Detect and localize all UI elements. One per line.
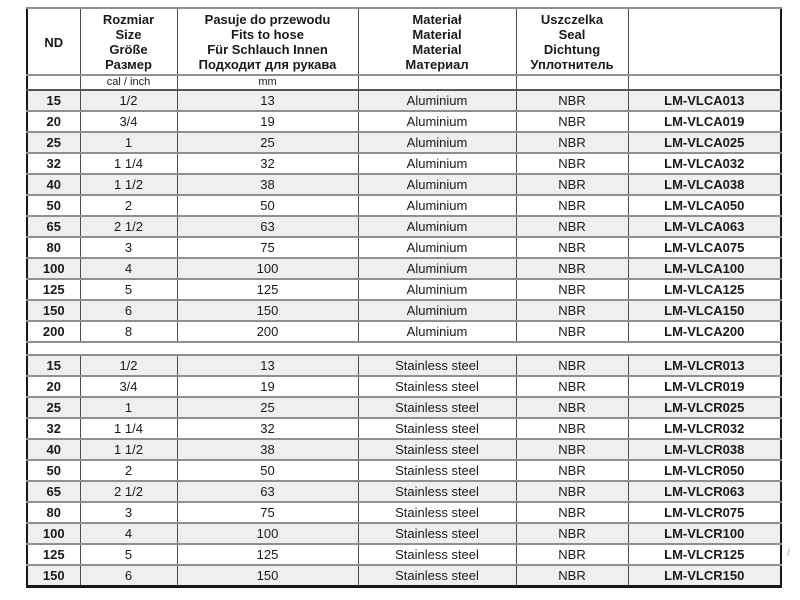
cell-code: LM-VLCA050 — [628, 195, 781, 216]
product-table — [26, 7, 782, 588]
cell-hose: 125 — [177, 544, 358, 565]
header-line: Dichtung — [543, 42, 601, 57]
cell-size: 2 — [80, 460, 177, 481]
header-line: Размер — [105, 57, 152, 72]
cell-size: 2 1/2 — [80, 216, 177, 237]
cell-seal: NBR — [516, 195, 628, 216]
cell-nd: 15 — [27, 355, 80, 376]
cell-seal: NBR — [516, 258, 628, 279]
section-separator-cell — [27, 342, 781, 355]
cell-size: 3/4 — [80, 376, 177, 397]
unit-material — [358, 75, 516, 90]
unit-nd — [27, 75, 80, 90]
cell-hose: 50 — [177, 195, 358, 216]
cell-hose: 25 — [177, 397, 358, 418]
cell-code: LM-VLCA150 — [628, 300, 781, 321]
header-seal — [516, 8, 628, 75]
table-row — [27, 174, 781, 195]
cell-nd: 80 — [27, 502, 80, 523]
cell-size: 4 — [80, 258, 177, 279]
cell-seal: NBR — [516, 544, 628, 565]
cell-size: 3/4 — [80, 111, 177, 132]
cell-material: Stainless steel — [358, 523, 516, 544]
cell-code: LM-VLCA100 — [628, 258, 781, 279]
cell-size: 1/2 — [80, 90, 177, 111]
cell-material: Stainless steel — [358, 439, 516, 460]
cell-hose: 150 — [177, 300, 358, 321]
cell-material: Stainless steel — [358, 565, 516, 587]
cell-material: Stainless steel — [358, 376, 516, 397]
header-line: Rozmiar — [102, 12, 155, 27]
cell-code: LM-VLCA038 — [628, 174, 781, 195]
header-line: Уплотнитель — [530, 57, 614, 72]
table-row — [27, 397, 781, 418]
cell-seal: NBR — [516, 460, 628, 481]
cell-nd: 65 — [27, 481, 80, 502]
cell-material: Aluminium — [358, 216, 516, 237]
cell-material: Stainless steel — [358, 418, 516, 439]
header-line: ND — [44, 34, 64, 50]
header-nd — [27, 8, 80, 75]
cell-code: LM-VLCR050 — [628, 460, 781, 481]
table-row — [27, 439, 781, 460]
cell-nd: 50 — [27, 460, 80, 481]
cell-nd: 15 — [27, 90, 80, 111]
cell-hose: 19 — [177, 111, 358, 132]
cell-size: 1 1/4 — [80, 418, 177, 439]
cell-nd: 25 — [27, 397, 80, 418]
cell-hose: 150 — [177, 565, 358, 587]
header-line: Für Schlauch Innen — [207, 42, 328, 57]
header-line: Material — [412, 42, 462, 57]
table-body — [27, 90, 781, 587]
table-row — [27, 460, 781, 481]
cell-size: 8 — [80, 321, 177, 342]
cell-code: LM-VLCR125 — [628, 544, 781, 565]
cell-nd: 20 — [27, 111, 80, 132]
header-line: Fits to hose — [231, 27, 304, 42]
unit-code — [628, 75, 781, 90]
header-line: Подходит для рукава — [198, 57, 337, 72]
cell-seal: NBR — [516, 355, 628, 376]
cell-hose: 50 — [177, 460, 358, 481]
header-line: Größe — [109, 42, 148, 57]
cell-hose: 75 — [177, 237, 358, 258]
cell-code: LM-VLCA063 — [628, 216, 781, 237]
table-row — [27, 481, 781, 502]
cell-hose: 25 — [177, 132, 358, 153]
table-row — [27, 523, 781, 544]
cell-material: Stainless steel — [358, 397, 516, 418]
cell-seal: NBR — [516, 397, 628, 418]
cell-material: Aluminium — [358, 321, 516, 342]
cell-hose: 100 — [177, 258, 358, 279]
header-line: Uszczelka — [540, 12, 604, 27]
cell-code: LM-VLCR019 — [628, 376, 781, 397]
cell-hose: 13 — [177, 355, 358, 376]
cell-code: LM-VLCR038 — [628, 439, 781, 460]
header-material — [358, 8, 516, 75]
cell-nd: 65 — [27, 216, 80, 237]
cell-nd: 20 — [27, 376, 80, 397]
unit-seal — [516, 75, 628, 90]
cell-size: 1 — [80, 132, 177, 153]
cell-material: Stainless steel — [358, 544, 516, 565]
table-row — [27, 544, 781, 565]
cell-material: Aluminium — [358, 258, 516, 279]
header-line: Materiał — [412, 12, 462, 27]
table-row — [27, 258, 781, 279]
cell-material: Aluminium — [358, 195, 516, 216]
cell-seal: NBR — [516, 279, 628, 300]
cell-nd: 150 — [27, 565, 80, 587]
cell-hose: 38 — [177, 174, 358, 195]
cell-hose: 63 — [177, 481, 358, 502]
table-row — [27, 321, 781, 342]
cell-size: 6 — [80, 565, 177, 587]
header-code — [628, 8, 781, 75]
cell-code: LM-VLCR025 — [628, 397, 781, 418]
header-hose — [177, 8, 358, 75]
cell-nd: 50 — [27, 195, 80, 216]
header-row — [27, 8, 781, 75]
cell-size: 2 — [80, 195, 177, 216]
cell-nd: 80 — [27, 237, 80, 258]
table-header — [27, 8, 781, 90]
cell-size: 5 — [80, 279, 177, 300]
cell-hose: 200 — [177, 321, 358, 342]
cell-code: LM-VLCA125 — [628, 279, 781, 300]
cell-material: Aluminium — [358, 111, 516, 132]
cell-hose: 100 — [177, 523, 358, 544]
table-row — [27, 418, 781, 439]
cell-size: 3 — [80, 237, 177, 258]
cell-code: LM-VLCA075 — [628, 237, 781, 258]
cell-material: Aluminium — [358, 174, 516, 195]
cell-size: 1/2 — [80, 355, 177, 376]
cell-size: 4 — [80, 523, 177, 544]
table-row — [27, 355, 781, 376]
header-line: Material — [412, 27, 462, 42]
unit-hose: mm — [177, 75, 358, 90]
cell-size: 1 1/4 — [80, 153, 177, 174]
cell-material: Stainless steel — [358, 502, 516, 523]
cell-nd: 40 — [27, 439, 80, 460]
cell-seal: NBR — [516, 523, 628, 544]
cell-seal: NBR — [516, 439, 628, 460]
cell-seal: NBR — [516, 216, 628, 237]
cell-seal: NBR — [516, 565, 628, 587]
units-row — [27, 75, 781, 90]
table-row — [27, 195, 781, 216]
table-row — [27, 376, 781, 397]
unit-size: cal / inch — [80, 75, 177, 90]
cell-size: 3 — [80, 502, 177, 523]
cell-size: 6 — [80, 300, 177, 321]
cell-code: LM-VLCR100 — [628, 523, 781, 544]
cell-code: LM-VLCR063 — [628, 481, 781, 502]
table-row — [27, 300, 781, 321]
cell-seal: NBR — [516, 481, 628, 502]
cell-code: LM-VLCA019 — [628, 111, 781, 132]
cell-material: Stainless steel — [358, 355, 516, 376]
cell-hose: 32 — [177, 418, 358, 439]
cell-code: LM-VLCA200 — [628, 321, 781, 342]
table-row — [27, 153, 781, 174]
cell-material: Stainless steel — [358, 460, 516, 481]
table-row — [27, 565, 781, 587]
cell-size: 1 1/2 — [80, 174, 177, 195]
cell-nd: 200 — [27, 321, 80, 342]
cell-seal: NBR — [516, 300, 628, 321]
table-row — [27, 279, 781, 300]
cell-seal: NBR — [516, 502, 628, 523]
cell-nd: 32 — [27, 153, 80, 174]
cell-nd: 150 — [27, 300, 80, 321]
header-line: Size — [115, 27, 142, 42]
table-row — [27, 111, 781, 132]
header-line: Материал — [405, 57, 469, 72]
cell-nd: 25 — [27, 132, 80, 153]
cell-hose: 19 — [177, 376, 358, 397]
cell-seal: NBR — [516, 237, 628, 258]
cell-code: LM-VLCA025 — [628, 132, 781, 153]
cell-material: Stainless steel — [358, 481, 516, 502]
cell-size: 1 — [80, 397, 177, 418]
cell-size: 2 1/2 — [80, 481, 177, 502]
cell-hose: 13 — [177, 90, 358, 111]
cell-code: LM-VLCR013 — [628, 355, 781, 376]
cell-nd: 40 — [27, 174, 80, 195]
cell-seal: NBR — [516, 90, 628, 111]
cell-code: LM-VLCR075 — [628, 502, 781, 523]
cell-code: LM-VLCR150 — [628, 565, 781, 587]
cell-size: 1 1/2 — [80, 439, 177, 460]
cell-code: LM-VLCA013 — [628, 90, 781, 111]
cell-seal: NBR — [516, 418, 628, 439]
cell-material: Aluminium — [358, 279, 516, 300]
table-row — [27, 90, 781, 111]
cell-seal: NBR — [516, 321, 628, 342]
cell-seal: NBR — [516, 153, 628, 174]
header-line: Pasuje do przewodu — [204, 12, 331, 27]
cell-hose: 75 — [177, 502, 358, 523]
scan-artifact-mark — [787, 549, 792, 557]
cell-material: Aluminium — [358, 132, 516, 153]
cell-seal: NBR — [516, 174, 628, 195]
cell-hose: 63 — [177, 216, 358, 237]
table-row — [27, 216, 781, 237]
cell-material: Aluminium — [358, 237, 516, 258]
cell-seal: NBR — [516, 132, 628, 153]
cell-seal: NBR — [516, 111, 628, 132]
cell-seal: NBR — [516, 376, 628, 397]
header-line: Seal — [558, 27, 586, 42]
cell-size: 5 — [80, 544, 177, 565]
header-size — [80, 8, 177, 75]
table-row — [27, 132, 781, 153]
cell-material: Aluminium — [358, 153, 516, 174]
cell-nd: 125 — [27, 544, 80, 565]
cell-code: LM-VLCA032 — [628, 153, 781, 174]
cell-nd: 32 — [27, 418, 80, 439]
table-row — [27, 237, 781, 258]
cell-material: Aluminium — [358, 90, 516, 111]
cell-code: LM-VLCR032 — [628, 418, 781, 439]
cell-material: Aluminium — [358, 300, 516, 321]
cell-hose: 125 — [177, 279, 358, 300]
cell-nd: 125 — [27, 279, 80, 300]
cell-hose: 38 — [177, 439, 358, 460]
section-separator-row — [27, 342, 781, 355]
table-row — [27, 502, 781, 523]
cell-hose: 32 — [177, 153, 358, 174]
cell-nd: 100 — [27, 523, 80, 544]
cell-nd: 100 — [27, 258, 80, 279]
